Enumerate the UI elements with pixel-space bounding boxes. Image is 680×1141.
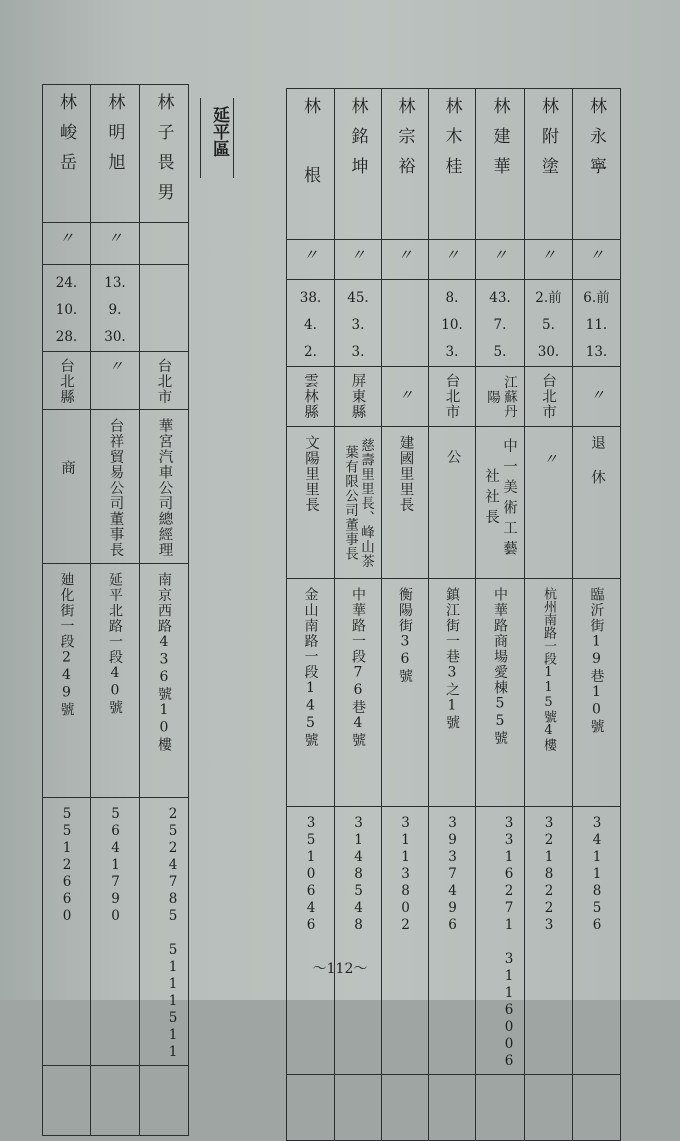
table-cell [43,409,91,563]
table-cell [573,240,621,280]
person-name: 林根 [300,97,320,235]
phone-number: 3113802 [397,815,414,934]
table-cell [43,563,91,797]
phone-number: 3218223 [541,815,557,934]
table-cell [382,89,429,240]
table-cell [140,1065,189,1135]
region: 〃 [588,387,604,403]
table-cell [573,89,621,240]
occupation: 公 [444,449,461,465]
region: 雲林縣 [302,373,318,420]
page-number: ～112～ [312,961,368,977]
table-cell [476,807,525,1075]
address: 杭州南路一段115號4樓 [541,587,556,751]
table-cell [573,579,621,807]
birth-date: 6.前 11. 13. [583,290,610,360]
table-cell [525,427,573,579]
table-cell [287,240,335,280]
address: 南京西路436號10樓 [156,571,172,752]
table-cell [335,367,382,427]
table-cell [287,280,335,367]
phone-number: 2524785 5111511 [165,805,181,1061]
person-name: 林建華 [489,97,510,187]
district-title: 延平區 [200,98,234,178]
phone-number: 3316271 3116006 [501,815,517,1070]
table-cell [287,1075,335,1141]
phone-number: 3148548 [350,815,367,934]
table-cell [91,563,140,797]
occupation: 華宮汽車公司總經理 [156,417,173,557]
phone-number: 3937496 [444,815,461,934]
table-cell [43,797,91,1065]
occupation: 文陽里里長 [303,435,319,513]
birth-date: 38. 4. 2. [299,290,322,360]
table-cell [382,807,429,1075]
occupation: 退休 [589,435,605,504]
table-cell [429,280,476,367]
ditto-mark: 〃 [302,246,318,264]
person-name: 林子畏男 [153,93,174,213]
region: 台北市 [443,373,460,420]
ditto-mark: 〃 [107,229,123,247]
table-cell [91,265,140,352]
table-cell [287,89,335,240]
table-cell [335,427,382,579]
table-cell [476,89,525,240]
ditto-mark: 〃 [58,229,74,247]
table-cell [382,240,429,280]
table-cell [476,579,525,807]
table-cell [476,280,525,367]
table-cell [335,240,382,280]
ditto-mark: 〃 [350,246,366,264]
occupation: 台祥貿易公司董事長 [107,417,124,557]
phone-number: 5641790 [107,805,124,925]
occupation: 〃 [541,451,557,467]
person-name: 林附塗 [538,97,558,187]
region: 江蘇丹陽 [484,375,517,419]
person-name: 林峻岳 [56,93,76,183]
right-table [286,88,621,1141]
table-cell [287,367,335,427]
address: 中華路商場愛棟55號 [492,587,508,746]
occupation: 慈壽里里長、峰山茶葉有限公司董事長 [342,437,374,569]
table-cell [91,223,140,265]
table-cell [476,240,525,280]
table-cell [140,409,189,563]
table-cell [525,807,573,1075]
table-cell [429,240,476,280]
region: 屏東縣 [349,373,366,420]
region: 台北縣 [58,358,74,405]
table-cell [573,427,621,579]
region: 台北市 [540,373,556,420]
address: 鎮江街一巷3之1號 [444,587,460,731]
birth-date: 24. 10. 28. [55,275,78,345]
table-cell [525,367,573,427]
person-name: 林銘坤 [347,97,368,187]
occupation: 商 [59,459,75,475]
table-cell [573,807,621,1075]
person-name: 林木桂 [441,97,462,187]
table-cell [382,427,429,579]
ditto-mark: 〃 [397,246,413,264]
table-cell [335,1075,382,1141]
table-cell [91,409,140,563]
table-cell [140,563,189,797]
table-cell [573,367,621,427]
table-cell [140,265,189,352]
table-cell [476,367,525,427]
ditto-mark: 〃 [444,246,460,264]
ditto-mark: 〃 [540,246,556,264]
table-cell [573,1075,621,1141]
birth-date [382,280,428,285]
table-cell [525,579,573,807]
table-cell [43,223,91,265]
region: 台北市 [155,358,172,405]
table-cell [382,280,429,367]
table-cell [525,89,573,240]
table-cell [525,280,573,367]
table-cell [429,89,476,240]
address: 臨沂街19巷10號 [588,587,605,735]
table-cell [287,579,335,807]
table-cell [140,85,189,223]
occupation: 中一美術工藝社社長 [483,437,517,561]
table-cell [335,579,382,807]
table-cell [429,1075,476,1141]
birth-date: 45. 3. 3. [347,290,369,360]
ditto-mark: 〃 [588,246,604,264]
table-cell [43,265,91,352]
table-cell [382,1075,429,1141]
table-cell [43,1065,91,1135]
table-cell [429,427,476,579]
phone-number: 3510646 [303,815,319,934]
region: 〃 [106,358,123,374]
table-cell [140,797,189,1065]
region: 〃 [396,387,413,403]
person-name: 林宗裕 [394,97,415,187]
table-cell [43,85,91,223]
table-cell [335,89,382,240]
table-cell [287,807,335,1075]
table-cell [429,579,476,807]
address: 延平北路一段40號 [107,571,123,715]
table-cell [335,280,382,367]
birth-date: 8. 10. 3. [441,290,463,360]
occupation: 建國里里長 [397,435,414,513]
table-cell [476,1075,525,1141]
address: 衡陽街36號 [397,587,413,684]
table-cell [335,807,382,1075]
birth-date: 2.前 5. 30. [535,290,562,360]
ditto-mark [140,223,188,227]
address: 中華路一段76巷4號 [350,587,366,748]
table-cell [573,280,621,367]
ditto-mark: 〃 [492,246,508,264]
table-cell [140,352,189,410]
table-cell [476,427,525,579]
table-cell [525,240,573,280]
table-cell [525,1075,573,1141]
table-cell [429,367,476,427]
table-cell [91,1065,140,1135]
table-cell [43,352,91,410]
person-name: 林永寧 [586,97,606,187]
address: 金山南路一段145號 [302,587,319,748]
person-name: 林明旭 [104,93,125,183]
phone-number: 5512660 [59,805,75,925]
birth-date: 13. 9. 30. [104,275,126,345]
address: 廸化街一段249號 [58,571,75,717]
birth-date: 43. 7. 5. [489,290,511,360]
table-cell [429,807,476,1075]
table-cell [91,352,140,410]
phone-number: 3411856 [589,815,605,934]
table-cell [382,579,429,807]
table-cell [140,223,189,265]
birth-date [140,265,188,270]
table-cell [91,797,140,1065]
table-cell [382,367,429,427]
table-cell [287,427,335,579]
table-cell [91,85,140,223]
